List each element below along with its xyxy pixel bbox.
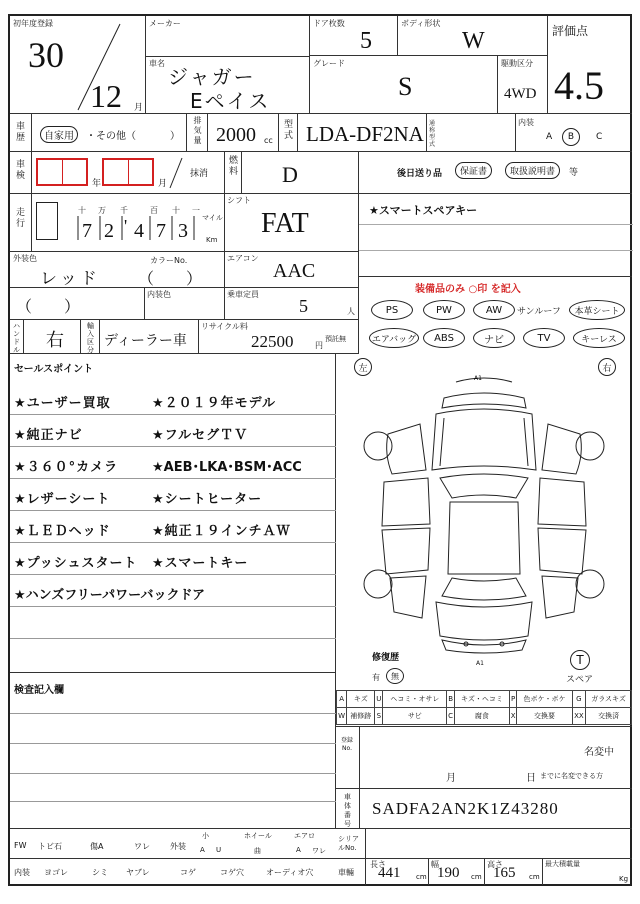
selling-point-13: ★ハンズフリーパワーバックドア [14, 588, 206, 603]
legend-a: A [337, 691, 347, 708]
remark-text: ★スマートスペアキー [369, 204, 478, 217]
man-unit: 万 [98, 206, 106, 215]
displacement-value: 2000 [216, 124, 256, 146]
crack-label: ワレ [134, 842, 150, 851]
reg-no-label: 登録No. [340, 737, 353, 752]
mileage-d2: 2 [104, 220, 114, 242]
damage-legend [336, 690, 632, 725]
displacement-label: 排気量 [193, 116, 202, 145]
interior-b: B [562, 128, 580, 146]
equip-tv: TV [523, 328, 565, 348]
selling-point-6: ★AEB･LKA･BSM･ACC [152, 460, 302, 475]
score-cell [548, 16, 632, 114]
equip-abs: ABS [423, 328, 465, 348]
width-value: 190 [437, 865, 460, 881]
score-value: 4.5 [554, 63, 604, 108]
a1-top: A1 [474, 375, 482, 382]
handle-row [10, 320, 358, 354]
selling-point-4: ★フルセグＴＶ [152, 428, 249, 443]
aero-label: エアロ [294, 832, 315, 840]
vin-cell [336, 788, 632, 828]
inspection-year-unit: 年 [92, 179, 102, 189]
name-change: 名変中 [584, 747, 614, 758]
kg-unit: Kg [619, 875, 629, 883]
one-unit: 一 [192, 206, 200, 215]
inspection-notes-section [10, 672, 336, 828]
history-other: ・その他（ [86, 131, 136, 142]
legend-x: X [509, 708, 516, 725]
etc-label: 等 [569, 168, 579, 178]
car-diagram-panel [336, 354, 632, 690]
maker-label: メーカー [149, 19, 181, 28]
auction-sheet [8, 14, 632, 886]
mileage-d1: 7 [82, 220, 92, 242]
exterior-color-label: 外装色 [13, 254, 37, 263]
tear-label: ヤブレ [126, 868, 150, 877]
length-label: 長さ [370, 860, 386, 869]
selling-point-3: ★純正ナビ [14, 428, 83, 443]
legend-g: G [572, 691, 586, 708]
equip-title: 装備品のみ ○印 を記入 [415, 284, 521, 295]
fuel-label: 燃料 [228, 156, 238, 177]
grade-label: グレード [313, 59, 345, 68]
equip-sunroof: サンルーフ [517, 307, 561, 317]
selling-point-1: ★ユーザー買取 [14, 396, 111, 411]
ten-thousand-unit: 十 [78, 206, 86, 215]
manual-circled: 取扱説明書 [505, 162, 560, 179]
fw-row [10, 829, 336, 859]
stone-label: トビ石 [38, 842, 62, 851]
cc-unit: cc [264, 136, 273, 145]
model-label: 型式 [283, 120, 293, 141]
equip-navi: ナビ [473, 328, 515, 348]
fuel-value: D [282, 162, 298, 187]
warranty-circled: 保証書 [455, 162, 492, 179]
dirt-label: ヨゴレ [44, 868, 68, 877]
color-no-label: カラーNo. [150, 256, 188, 265]
hundred-unit: 百 [150, 206, 158, 215]
selling-points-title: セールスポイント [14, 364, 94, 375]
deposit-label: 預託無 [325, 335, 346, 343]
length-unit: cm [416, 873, 427, 881]
legend-u: U [375, 691, 383, 708]
legend-b: B [447, 691, 455, 708]
km-unit: Km [206, 236, 218, 244]
wheel-a: A [200, 846, 205, 854]
deadline-text: までに名変できる方 [540, 772, 603, 780]
shift-label: シフト [227, 196, 251, 205]
doors-value: 5 [360, 28, 372, 54]
equip-keyless: キーレス [573, 328, 625, 348]
legend-a-desc: キズ [347, 691, 375, 708]
shift-value: FAT [261, 208, 309, 239]
burn-hole-label: コゲ穴 [220, 868, 244, 877]
registration-cell [336, 726, 632, 788]
inspection-label: 車検 [15, 160, 25, 181]
history-row [10, 114, 632, 152]
height-value: 165 [493, 865, 516, 881]
mile-unit: マイル [202, 214, 223, 222]
interior-color-label: 内装色 [147, 290, 171, 299]
legend-s: S [375, 708, 383, 725]
inspection-notes-title: 検査記入欄 [14, 685, 64, 696]
interior-row-label: 内装 [14, 868, 30, 877]
inspection-month-box [102, 158, 154, 186]
drive-cell [498, 56, 548, 114]
legend-g-desc: ガラスキズ [586, 691, 632, 708]
selling-point-10: ★純正１９インチＡＷ [152, 524, 291, 539]
interior-row [10, 859, 336, 885]
mileage-d4: 7 [156, 220, 166, 242]
interior-label: 内装 [518, 118, 534, 127]
max-load-label: 最大積載量 [545, 860, 580, 868]
exterior-color-value: レッド [40, 269, 100, 289]
wheel-u: U [216, 846, 222, 854]
legend-p-desc: 色ボケ・ボケ [517, 691, 572, 708]
history-close: ） [170, 131, 180, 142]
maker-cell [146, 16, 310, 56]
interior-c: C [596, 132, 603, 142]
first-reg-month: 12 [90, 78, 122, 114]
mileage-d3: 4 [134, 220, 144, 242]
wheel-bend: 曲 [254, 847, 261, 855]
repair-label: 修復歴 [372, 653, 400, 663]
selling-point-12: ★スマートキー [152, 556, 249, 571]
exterior-label: 外装 [170, 842, 186, 851]
capacity-label: 乗車定員 [227, 290, 259, 299]
thousand-unit: 千 [120, 206, 128, 215]
deleted-label: 抹消 [190, 169, 209, 179]
yen-unit: 円 [315, 341, 323, 350]
body-cell [398, 16, 548, 56]
grade-value: S [398, 72, 413, 101]
vin-label: 車体番号 [344, 793, 351, 828]
mileage-row [10, 194, 358, 252]
body-value: W [462, 28, 485, 54]
selling-point-2: ★２０１９年モデル [152, 396, 277, 411]
burn-label: コゲ [180, 868, 196, 877]
reg-day: 日 [526, 773, 536, 784]
class-label: 通称型式 [429, 120, 436, 148]
equipment-panel [358, 294, 632, 354]
grade-cell [310, 56, 498, 114]
interior-color-row [10, 288, 358, 320]
equip-aw: AW [473, 300, 515, 320]
vin-value: SADFA2AN2K1Z43280 [372, 799, 559, 818]
legend-p: P [509, 691, 516, 708]
legend-w: W [337, 708, 347, 725]
size-cell [336, 858, 632, 884]
car-name-line2: Eペイス [190, 89, 271, 113]
scratch-label: 傷A [90, 842, 104, 851]
selling-point-8: ★シートヒーター [152, 492, 263, 507]
shift-cell [224, 194, 358, 252]
inspection-row [10, 152, 358, 194]
repair-yes: 有 [372, 673, 380, 682]
car-name-cell [146, 56, 310, 114]
mileage-digit-box [36, 202, 58, 240]
capacity-cell [224, 288, 358, 320]
spare-mark: T [570, 650, 590, 670]
person-unit: 人 [347, 307, 355, 316]
legend-b-desc: キズ・ヘコミ [454, 691, 509, 708]
handle-value: 右 [46, 330, 64, 351]
selling-points-section [10, 354, 336, 672]
drive-label: 駆動区分 [501, 59, 533, 68]
equip-airbag: エアバッグ [369, 328, 419, 348]
selling-point-7: ★レザーシート [14, 492, 111, 507]
history-label: 車歴 [15, 122, 25, 143]
car-name-label: 車名 [149, 59, 165, 68]
reg-month: 月 [446, 773, 456, 784]
a1-bottom: A1 [476, 660, 484, 667]
height-label: 高さ [487, 860, 503, 869]
size-label: 車輛 [338, 868, 354, 877]
serial-label: シリアルNo. [338, 835, 359, 852]
legend-c: C [447, 708, 455, 725]
slash-mark [166, 156, 186, 190]
capacity-value: 5 [299, 296, 308, 316]
import-value: ディーラー車 [104, 333, 187, 349]
mileage-sep: ' [124, 216, 128, 236]
car-outline-diagram [356, 374, 612, 654]
recycle-cell [198, 320, 358, 354]
color-row [10, 252, 358, 288]
audio-label: オーディオ穴 [266, 868, 314, 877]
wheel-label: ホイール [244, 832, 272, 840]
ac-label: エアコン [227, 254, 259, 263]
interior-a: A [546, 132, 553, 142]
equip-title-cell [358, 276, 632, 294]
car-name-line1: ジャガー [168, 65, 256, 89]
left-marker: 左 [354, 358, 372, 376]
legend-x-desc: 交換要 [517, 708, 572, 725]
doors-label: ドア枚数 [313, 19, 345, 28]
selling-point-11: ★プッシュスタート [14, 556, 138, 571]
model-value: LDA-DF2NA [306, 122, 424, 146]
history-private: 自家用 [40, 126, 78, 143]
width-label: 幅 [431, 860, 439, 869]
first-reg-label: 初年度登録 [13, 19, 53, 28]
interior-paren: （ ） [16, 297, 81, 316]
ten-unit: 十 [172, 206, 180, 215]
score-label: 評価点 [552, 24, 589, 38]
bottom-grid [10, 828, 336, 884]
recycle-value: 22500 [251, 332, 294, 351]
aero-ware: ワレ [312, 847, 326, 855]
first-registration-cell [10, 16, 146, 114]
inspection-year-box [36, 158, 88, 186]
after-items-label: 後日送り品 [397, 169, 443, 179]
stain-label: シミ [92, 868, 108, 877]
legend-s-desc: サビ [383, 708, 447, 725]
spare-label: スペア [566, 675, 594, 685]
first-reg-year: 30 [28, 35, 64, 75]
legend-c-desc: 腐食 [454, 708, 509, 725]
remark-cell [358, 194, 632, 276]
color-no-value: （ ） [138, 269, 203, 288]
serial-cell [336, 828, 632, 858]
month-unit: 月 [134, 103, 144, 113]
height-unit: cm [529, 873, 540, 881]
recycle-label: リサイクル料 [201, 322, 248, 331]
fw-label: FW [14, 841, 27, 850]
drive-value: 4WD [504, 86, 537, 102]
aero-a: A [296, 846, 301, 854]
repair-no-circled: 無 [386, 668, 404, 684]
equip-pw: PW [423, 300, 465, 320]
small-label: 小 [202, 832, 209, 840]
equip-leather: 本革シート [569, 300, 625, 320]
ac-value: AAC [273, 260, 316, 282]
inspection-month-unit: 月 [158, 179, 168, 189]
selling-point-9: ★ＬＥＤヘッド [14, 524, 111, 539]
handle-label: ハンドル [13, 322, 20, 354]
selling-point-5: ★３６０°カメラ [14, 460, 119, 475]
legend-xx-desc: 交換済 [586, 708, 632, 725]
ac-cell [224, 252, 358, 288]
import-label: 輸入区分 [87, 322, 94, 354]
doors-cell [310, 16, 398, 56]
length-value: 441 [378, 865, 401, 881]
mileage-label: 走行 [15, 208, 25, 229]
legend-xx: XX [572, 708, 586, 725]
legend-u-desc: ヘコミ・オサレ [383, 691, 447, 708]
right-marker: 右 [598, 358, 616, 376]
width-unit: cm [471, 873, 482, 881]
after-items-cell [358, 152, 632, 194]
legend-w-desc: 補修跡 [347, 708, 375, 725]
mileage-d5: 3 [178, 220, 188, 242]
body-label: ボディ形状 [401, 19, 441, 28]
equip-ps: PS [371, 300, 413, 320]
